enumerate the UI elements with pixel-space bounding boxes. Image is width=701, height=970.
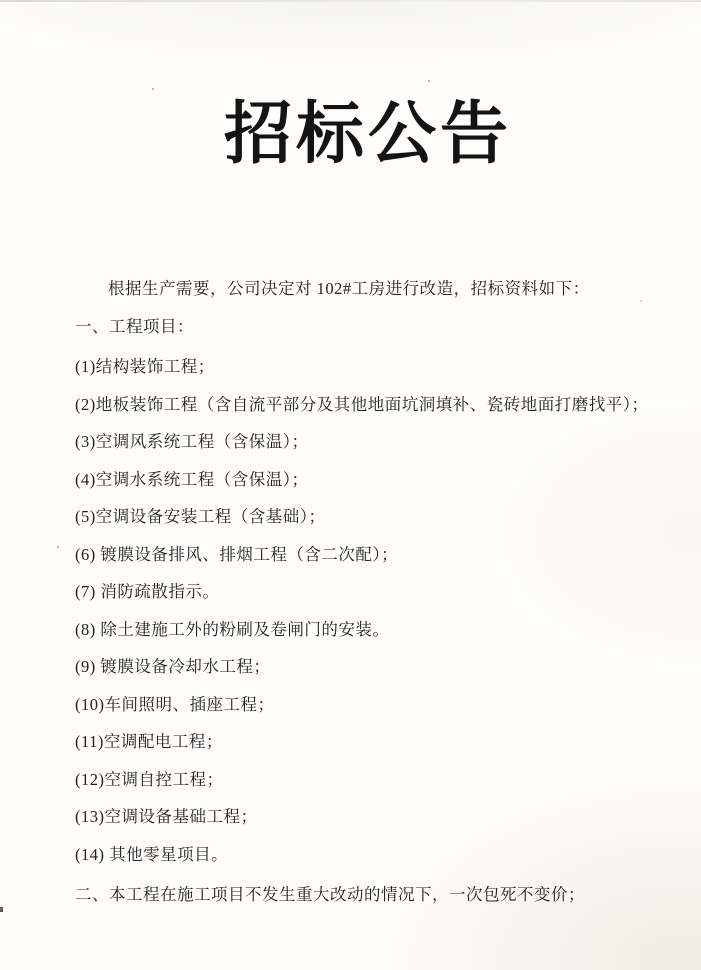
scan-speckle-artifact: [57, 546, 59, 548]
section-two-paragraph: 二、本工程在施工项目不发生重大改动的情况下，一次包死不变价；: [75, 884, 585, 904]
project-item-list: [75, 354, 661, 867]
project-item: (6) 镀膜设备排风、排烟工程（含二次配）；: [75, 544, 399, 564]
section-one-heading: 一、工程项目：: [75, 317, 194, 336]
project-item: (13)空调设备基础工程；: [75, 807, 258, 826]
project-item: (10)车间照明、插座工程；: [75, 694, 275, 714]
project-item: (2)地板装饰工程（含自流平部分及其他地面坑洞填补、瓷砖地面打磨找平）；: [75, 394, 649, 414]
project-item: (9) 镀膜设备冷却水工程；: [75, 657, 271, 676]
project-item: (4)空调水系统工程（含保温）；: [75, 469, 309, 489]
project-item: (5)空调设备安装工程（含基础）；: [75, 507, 326, 526]
project-item: (7) 消防疏散指示。: [75, 582, 220, 601]
scan-speckle-artifact: [0, 907, 2, 911]
project-item: (14) 其他零星项目。: [75, 844, 229, 864]
project-item: (12)空调自控工程；: [75, 769, 224, 789]
intro-paragraph: 根据生产需要，公司决定对 102#工房进行改造，招标资料如下：: [108, 279, 590, 298]
scan-speckle-artifact: [152, 88, 154, 90]
scan-speckle-artifact: [428, 80, 430, 82]
scan-edge-artifact: [0, 0, 701, 2]
scan-speckle-artifact: [640, 300, 642, 302]
project-item: (1)结构装饰工程；: [75, 357, 215, 376]
project-item: (11)空调配电工程；: [75, 732, 223, 751]
project-item: (8) 除土建施工外的粉刷及卷闸门的安装。: [75, 619, 390, 639]
document-title: 招标公告: [223, 96, 512, 172]
project-item: (3)空调风系统工程（含保温）；: [75, 432, 309, 451]
